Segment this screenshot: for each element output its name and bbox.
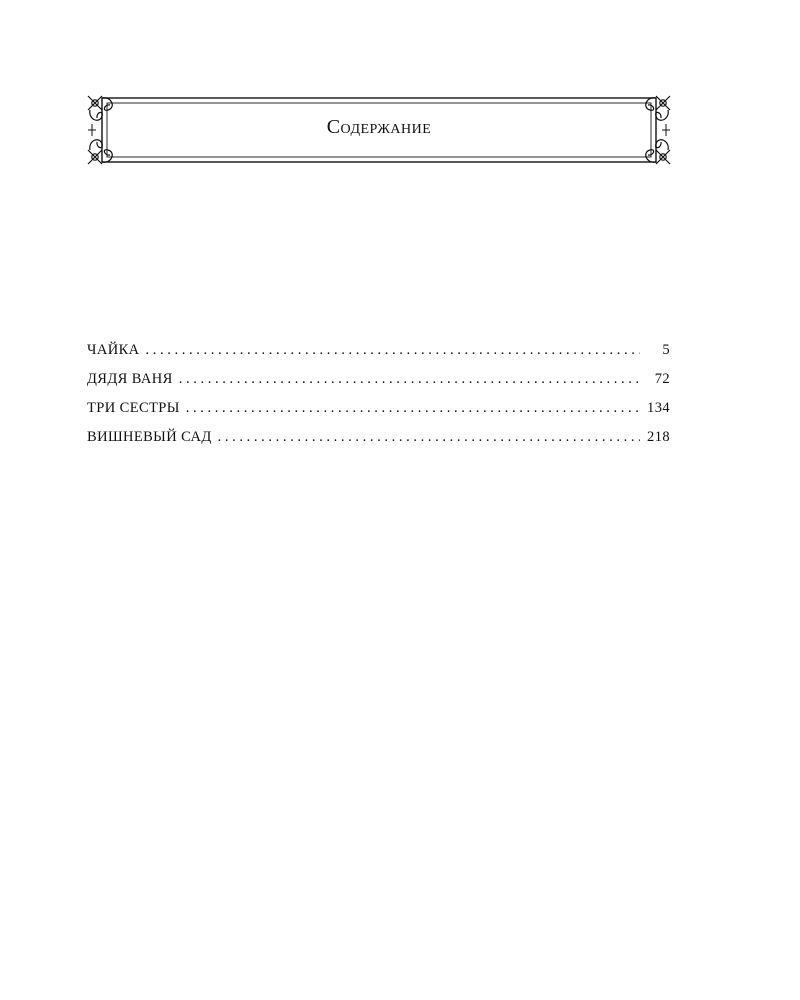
toc-entry-title: ЧАЙКА — [87, 342, 140, 358]
dot-leader — [186, 400, 640, 417]
page-title: Содержание — [326, 116, 432, 138]
header-frame — [86, 94, 672, 166]
toc-entry-page: 218 — [647, 429, 670, 445]
dot-leader — [179, 371, 640, 388]
dot-leader — [146, 342, 640, 359]
toc-entry-page: 134 — [647, 400, 670, 416]
dot-leader — [218, 429, 640, 446]
toc-entry-title: ДЯДЯ ВАНЯ — [87, 371, 173, 387]
toc-entry-page: 5 — [662, 342, 670, 358]
toc-entry-page: 72 — [654, 371, 670, 387]
toc-entry-title: ТРИ СЕСТРЫ — [87, 400, 180, 416]
toc-entry-vishnevyi-sad[interactable] — [87, 429, 670, 458]
corner-ornament-bottom-right — [646, 140, 670, 164]
toc-entry-title: ВИШНЕВЫЙ САД — [87, 429, 212, 445]
toc-entry-tri-sestry[interactable] — [87, 400, 670, 429]
table-of-contents — [87, 342, 670, 458]
toc-entry-chaika[interactable] — [87, 342, 670, 371]
toc-entry-dyadya-vanya[interactable] — [87, 371, 670, 400]
corner-ornament-bottom-left — [88, 140, 112, 164]
